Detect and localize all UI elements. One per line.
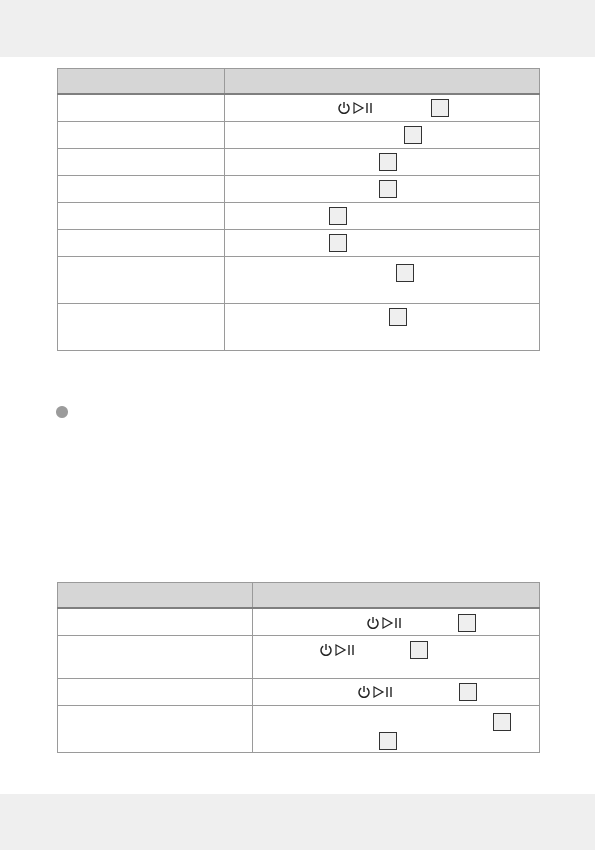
table-row [58, 229, 540, 256]
key-box-icon [379, 180, 397, 198]
key-box-icon [458, 614, 476, 632]
table-cell [253, 635, 540, 678]
table-row [58, 94, 540, 121]
table-cell [225, 303, 540, 350]
table-row [58, 678, 540, 705]
header-cell-action [225, 69, 540, 95]
table-cell [58, 202, 225, 229]
header-cell-function [58, 583, 253, 609]
table-cell [58, 678, 253, 705]
table-row [58, 303, 540, 350]
table-cell [225, 175, 540, 202]
header-cell-action [253, 583, 540, 609]
table-row [58, 608, 540, 635]
key-box-icon [379, 732, 397, 750]
table-cell [225, 229, 540, 256]
table-row [58, 635, 540, 678]
table-cell [58, 303, 225, 350]
table-cell [58, 608, 253, 635]
table-cell [253, 608, 540, 635]
key-box-icon [493, 713, 511, 731]
page-header-band [0, 0, 595, 57]
table-cell [58, 94, 225, 121]
table-cell [58, 705, 253, 752]
power-play-pause-icon [357, 685, 401, 699]
table-row [58, 148, 540, 175]
page-footer-band [0, 794, 595, 850]
table-cell [225, 94, 540, 121]
table-cell [58, 121, 225, 148]
power-play-pause-icon [319, 643, 363, 657]
table-cell [58, 229, 225, 256]
table-header-row [58, 583, 540, 609]
header-cell-function [58, 69, 225, 95]
table-cell [58, 148, 225, 175]
power-play-pause-icon [337, 101, 381, 115]
key-box-icon [404, 126, 422, 144]
table-row [58, 175, 540, 202]
table-cell [225, 121, 540, 148]
table-row [58, 705, 540, 752]
table-cell [58, 635, 253, 678]
table-cell [253, 705, 540, 752]
circle-bullet-icon [56, 406, 68, 418]
table-cell [225, 256, 540, 303]
operation-table-1 [57, 68, 540, 351]
power-play-pause-icon [366, 616, 410, 630]
table-cell [58, 256, 225, 303]
table-row [58, 202, 540, 229]
table-cell [253, 678, 540, 705]
key-box-icon [379, 153, 397, 171]
key-box-icon [459, 683, 477, 701]
key-box-icon [431, 99, 449, 117]
key-box-icon [329, 234, 347, 252]
key-box-icon [396, 264, 414, 282]
table-row [58, 121, 540, 148]
table-cell [225, 202, 540, 229]
table-cell [225, 148, 540, 175]
operation-table-2 [57, 582, 540, 753]
table-row [58, 256, 540, 303]
key-box-icon [389, 308, 407, 326]
key-box-icon [410, 641, 428, 659]
key-box-icon [329, 207, 347, 225]
table-cell [58, 175, 225, 202]
table-header-row [58, 69, 540, 95]
